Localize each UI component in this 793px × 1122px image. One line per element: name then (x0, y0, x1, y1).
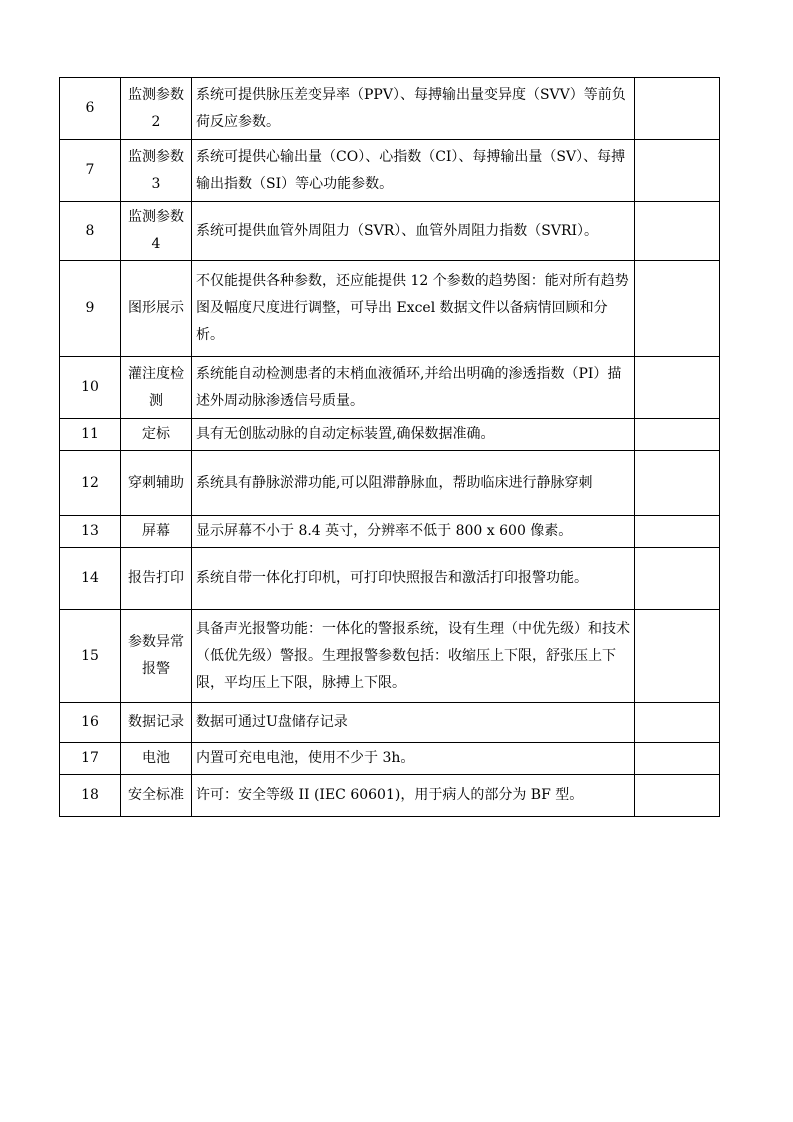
row-number: 6 (60, 78, 121, 140)
table-row (60, 419, 720, 451)
row-item-name: 屏幕 (121, 516, 192, 548)
row-item-name: 安全标准 (121, 775, 192, 817)
row-description: 系统具有静脉淤滞功能,可以阻滞静脉血，帮助临床进行静脉穿刺 (192, 451, 635, 516)
row-description: 具有无创肱动脉的自动定标装置,确保数据准确。 (192, 419, 635, 451)
row-blank-cell (635, 451, 720, 516)
row-number: 10 (60, 357, 121, 419)
row-number: 11 (60, 419, 121, 451)
row-description: 许可：安全等级 II (IEC 60601)，用于病人的部分为 BF 型。 (192, 775, 635, 817)
row-blank-cell (635, 78, 720, 140)
row-item-name: 定标 (121, 419, 192, 451)
row-blank-cell (635, 261, 720, 357)
row-blank-cell (635, 743, 720, 775)
row-description: 系统自带一体化打印机，可打印快照报告和激活打印报警功能。 (192, 548, 635, 610)
row-description: 系统可提供血管外周阻力（SVR）、血管外周阻力指数（SVRI）。 (192, 202, 635, 261)
row-blank-cell (635, 202, 720, 261)
row-description: 内置可充电电池，使用不少于 3h。 (192, 743, 635, 775)
row-number: 13 (60, 516, 121, 548)
row-blank-cell (635, 419, 720, 451)
row-item-name: 参数异常报警 (121, 610, 192, 703)
table-row (60, 703, 720, 743)
table-row (60, 357, 720, 419)
row-description: 显示屏幕不小于 8.4 英寸，分辨率不低于 800 x 600 像素。 (192, 516, 635, 548)
spec-table (59, 77, 720, 817)
row-item-name: 图形展示 (121, 261, 192, 357)
row-number: 7 (60, 140, 121, 202)
row-number: 9 (60, 261, 121, 357)
row-item-name: 监测参数 4 (121, 202, 192, 261)
row-number: 12 (60, 451, 121, 516)
row-number: 16 (60, 703, 121, 743)
row-description: 数据可通过U盘储存记录 (192, 703, 635, 743)
row-blank-cell (635, 775, 720, 817)
row-description: 不仅能提供各种参数，还应能提供 12 个参数的趋势图：能对所有趋势图及幅度尺度进行调整，可导出 Excel 数据文件以备病情回顾和分析。 (192, 261, 635, 357)
row-item-name: 监测参数 3 (121, 140, 192, 202)
row-description: 系统能自动检测患者的末梢血液循环,并给出明确的渗透指数（PI）描述外周动脉渗透信号质量。 (192, 357, 635, 419)
table-row (60, 261, 720, 357)
row-item-name: 电池 (121, 743, 192, 775)
row-description: 具备声光报警功能：一体化的警报系统，设有生理（中优先级）和技术（低优先级）警报。生理报警参数包括：收缩压上下限，舒张压上下限，平均压上下限，脉搏上下限。 (192, 610, 635, 703)
row-blank-cell (635, 703, 720, 743)
table-row (60, 610, 720, 703)
row-blank-cell (635, 610, 720, 703)
row-number: 15 (60, 610, 121, 703)
row-blank-cell (635, 516, 720, 548)
table-row (60, 78, 720, 140)
table-row (60, 516, 720, 548)
table-row (60, 451, 720, 516)
row-item-name: 监测参数 2 (121, 78, 192, 140)
row-description: 系统可提供脉压差变异率（PPV）、每搏输出量变异度（SVV）等前负荷反应参数。 (192, 78, 635, 140)
row-item-name: 报告打印 (121, 548, 192, 610)
row-number: 18 (60, 775, 121, 817)
row-blank-cell (635, 548, 720, 610)
row-blank-cell (635, 140, 720, 202)
row-item-name: 数据记录 (121, 703, 192, 743)
row-item-name: 灌注度检测 (121, 357, 192, 419)
row-blank-cell (635, 357, 720, 419)
table-row (60, 743, 720, 775)
row-number: 8 (60, 202, 121, 261)
table-row (60, 548, 720, 610)
row-description: 系统可提供心输出量（CO）、心指数（CI）、每搏输出量（SV）、每搏输出指数（SI）等心功能参数。 (192, 140, 635, 202)
row-item-name: 穿刺辅助 (121, 451, 192, 516)
row-number: 17 (60, 743, 121, 775)
table-row (60, 775, 720, 817)
table-row (60, 140, 720, 202)
row-number: 14 (60, 548, 121, 610)
table-row (60, 202, 720, 261)
